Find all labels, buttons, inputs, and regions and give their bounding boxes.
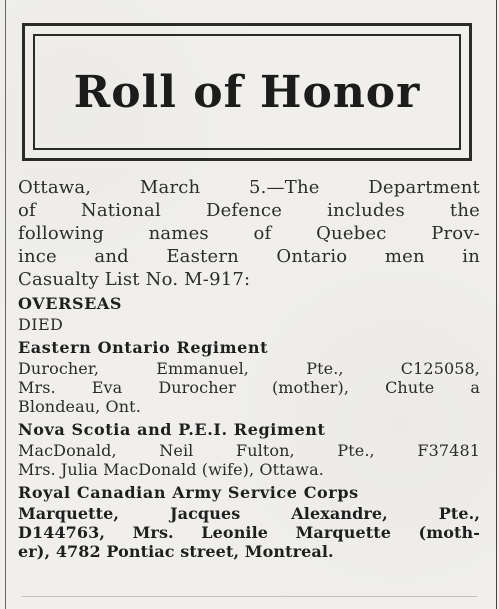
entry-line: Marquette, Jacques Alexandre, Pte., bbox=[18, 504, 480, 523]
entry-line: er), 4782 Pontiac street, Montreal. bbox=[18, 542, 334, 561]
entry-line: MacDonald, Neil Fulton, Pte., F37481 bbox=[18, 441, 480, 460]
intro-line-4: ince and Eastern Ontario men in bbox=[18, 246, 480, 267]
title-frame bbox=[22, 23, 472, 161]
entry-line: Mrs. Julia MacDonald (wife), Ottawa. bbox=[18, 460, 324, 479]
casualty-entry-marquette bbox=[18, 504, 480, 561]
intro-line-5: Casualty List No. M-917: bbox=[18, 269, 251, 290]
entry-line: Durocher, Emmanuel, Pte., C125058, bbox=[18, 359, 480, 378]
regiment-heading-nova-scotia-pei: Nova Scotia and P.E.I. Regiment bbox=[18, 420, 326, 439]
title-inner-frame bbox=[33, 34, 461, 150]
entry-line: Blondeau, Ont. bbox=[18, 397, 141, 416]
casualty-entry-macdonald bbox=[18, 441, 480, 479]
casualty-entry-durocher bbox=[18, 359, 480, 416]
entry-line: Mrs. Eva Durocher (mother), Chute a bbox=[18, 378, 480, 397]
regiment-heading-rcasc: Royal Canadian Army Service Corps bbox=[18, 483, 359, 502]
article-body bbox=[18, 178, 480, 564]
regiment-heading-eastern-ontario: Eastern Ontario Regiment bbox=[18, 338, 269, 357]
intro-line-2: of National Defence includes the bbox=[18, 200, 480, 221]
intro-line-1: Ottawa, March 5.—The Department bbox=[18, 177, 480, 198]
overseas-heading: OVERSEAS bbox=[18, 294, 123, 313]
page-title: Roll of Honor bbox=[73, 67, 421, 118]
intro-line-3: following names of Quebec Prov- bbox=[18, 223, 480, 244]
left-column-rule bbox=[5, 0, 6, 609]
entry-line: D144763, Mrs. Leonile Marquette (moth- bbox=[18, 523, 480, 542]
bottom-scan-edge bbox=[22, 596, 477, 597]
right-column-rule bbox=[496, 0, 497, 609]
died-heading: DIED bbox=[18, 315, 64, 334]
